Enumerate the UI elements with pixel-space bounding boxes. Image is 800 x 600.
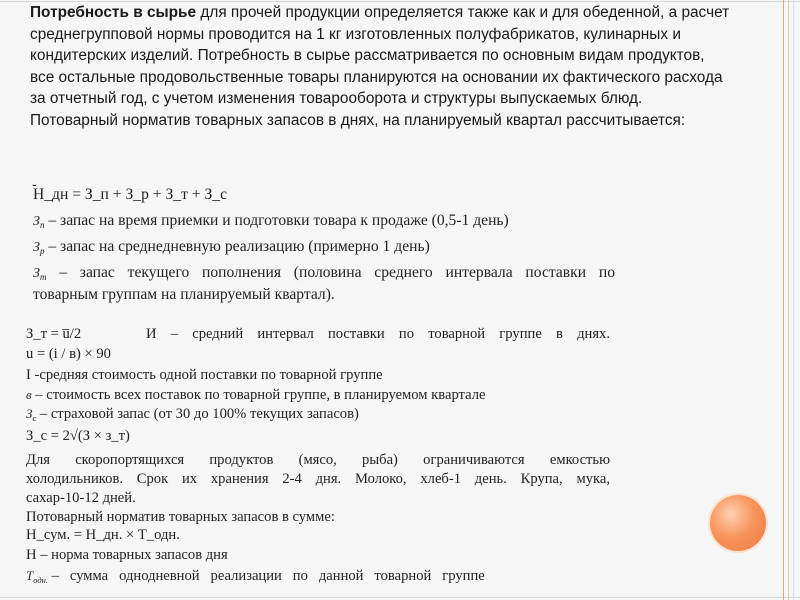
v-text: – стоимость всех поставок по товарной группе, в планируемом квартале: [31, 387, 486, 403]
intro-paragraph-2: Потоварный норматив товарных запасов в днях, на планируемый квартал рассчитывается:: [30, 111, 686, 129]
t-subscript: одн.: [33, 575, 49, 585]
zt-formula: З_т = u̅/2: [26, 326, 82, 342]
zr-text: – запас на среднедневную реализацию (примерно 1 день): [44, 238, 430, 255]
right-accent-line: [783, 0, 784, 600]
perishable-line-2: холодильников. Срок их хранения 2-4 дня. Молоко, хлеб-1 день. Крупа, мука,: [26, 471, 610, 487]
t-text: – сумма однодневной реализации по данной товарной группе: [48, 568, 485, 584]
zs-text: – страховой запас (от 30 до 100% текущих запасов): [36, 406, 359, 422]
sum-title: Потоварный норматив товарных запасов в сумме:: [26, 509, 335, 525]
intro-paragraph-1: [30, 2, 730, 110]
u-formula: u = (i / в) × 90: [26, 346, 111, 362]
v-definition: [26, 385, 616, 406]
zp-text: – запас на время приемки и подготовки товара к продаже (0,5-1 день): [44, 212, 509, 229]
t-symbol: Т: [26, 568, 34, 583]
zt-subscript: т: [39, 272, 47, 282]
zs-subscript: с: [32, 413, 37, 423]
perishable-line-3: сахар-10-12 дней.: [26, 490, 136, 506]
v-symbol: в: [26, 387, 32, 402]
sum-formula: Н_сум. = Н_дн. × Т_одн.: [26, 527, 180, 543]
zs-symbol: З: [26, 406, 33, 421]
intro-paragraph-1-text: для прочей продукции определяется также как и для обеденной, а расчет среднегрупповой нормы проводится на 1 кг изготовленных полуфабрикатов, кулинарных и кондитерских изделий. Потребность в сырье рассматривается по основным видам продуктов, все остальные продовольственные товары планируются на основании их фактического расхода за отчетный год, с учетом изменения товарооборота и структуры выпускаемых блюд.: [30, 4, 730, 107]
i-definition: I -средняя стоимость одной поставки по товарной группе: [26, 367, 383, 383]
zr-symbol: З: [33, 240, 40, 255]
zs-definition: [26, 404, 616, 429]
interval-definition: И – средний интервал поставки по товарной группе в днях.: [146, 326, 610, 342]
zp-definition: [33, 210, 633, 236]
formula-hdn: Н_дн = З_п + З_р + З_т + З_с: [33, 186, 228, 203]
zs-formula: З_с = 2√(З × з_т): [26, 428, 130, 444]
bullet-marker: -: [32, 176, 37, 192]
zp-symbol: З: [33, 214, 40, 229]
perishable-line-1: Для скоропортящихся продуктов (мясо, рыба) ограничиваются емкостью: [26, 452, 610, 468]
right-accent-line-2: [788, 0, 789, 600]
zt-definition-line-2: товарным группам на планируемый квартал).: [33, 286, 335, 303]
zp-subscript: п: [39, 220, 45, 230]
decorative-orange-circle: [710, 495, 766, 551]
h-definition: Н – норма товарных запасов дня: [26, 547, 228, 563]
zt-symbol: З: [33, 266, 40, 281]
zr-subscript: р: [39, 246, 45, 256]
zr-definition: [33, 236, 633, 262]
intro-bold-lead: Потребность в сырье: [30, 4, 197, 21]
bottom-rule: [0, 597, 800, 598]
zt-text-line-1: – запас текущего пополнения (половина среднего интервала поставки по: [46, 264, 615, 281]
right-border-line: [793, 0, 794, 600]
intro-text: [30, 2, 730, 131]
t-definition: [26, 566, 626, 591]
